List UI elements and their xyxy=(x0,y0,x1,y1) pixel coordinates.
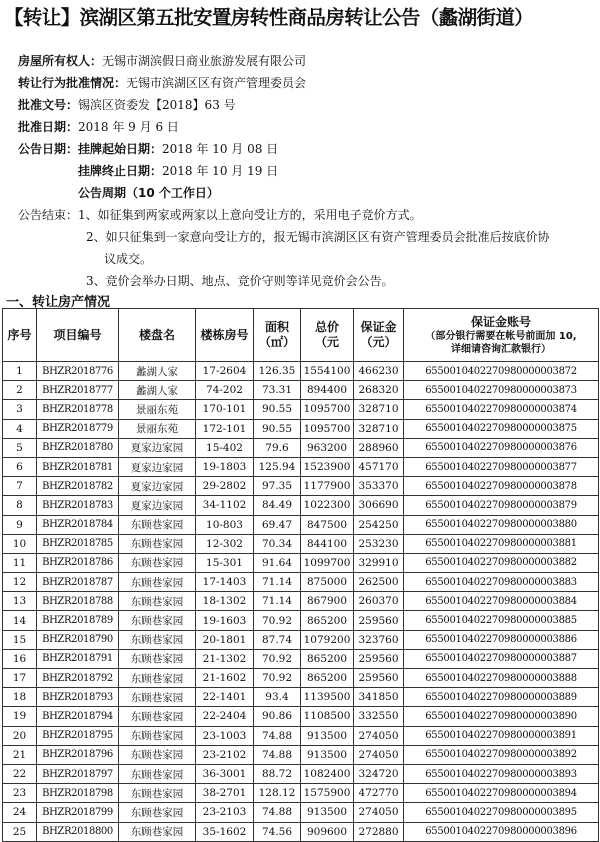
docno-line xyxy=(18,96,236,113)
cell-code: BHZR2018796 xyxy=(37,745,119,764)
property-table xyxy=(2,308,599,842)
table-row xyxy=(3,764,599,783)
cell-code: BHZR2018777 xyxy=(37,381,119,400)
cell-seq: 6 xyxy=(3,457,37,476)
cell-room: 22-1401 xyxy=(196,688,254,707)
cell-seq: 22 xyxy=(3,764,37,783)
cell-deposit: 324720 xyxy=(354,764,404,783)
cell-room: 21-1302 xyxy=(196,649,254,668)
cell-estate: 东顾巷家园 xyxy=(119,784,196,803)
cell-room: 18-1302 xyxy=(196,592,254,611)
cell-room: 15-301 xyxy=(196,553,254,572)
header-area xyxy=(254,309,301,362)
cell-room: 15-402 xyxy=(196,438,254,457)
docno-value: 锡滨区资委发【2018】63 号 xyxy=(78,98,236,112)
approval-date-label: 批准日期： xyxy=(18,120,79,134)
cell-account: 6550010402270980000003878 xyxy=(404,477,599,496)
header-seq: 序号 xyxy=(3,309,37,362)
cell-area: 74.56 xyxy=(254,822,301,841)
header-deposit-line2: （元） xyxy=(360,335,397,349)
section-title: 一、转让房产情况 xyxy=(6,295,111,310)
cell-seq: 17 xyxy=(3,669,37,688)
cell-seq: 12 xyxy=(3,573,37,592)
table-row xyxy=(3,553,599,572)
cell-code: BHZR2018787 xyxy=(37,573,119,592)
cell-account: 6550010402270980000003893 xyxy=(404,764,599,783)
cell-estate: 景丽东苑 xyxy=(119,419,196,438)
cell-account: 6550010402270980000003886 xyxy=(404,630,599,649)
cell-code: BHZR2018797 xyxy=(37,764,119,783)
table-row xyxy=(3,419,599,438)
table-row xyxy=(3,726,599,745)
cell-price: 1554100 xyxy=(301,362,354,381)
cell-seq: 11 xyxy=(3,553,37,572)
cell-price: 865200 xyxy=(301,611,354,630)
cell-deposit: 472770 xyxy=(354,784,404,803)
cell-room: 10-803 xyxy=(196,515,254,534)
cell-seq: 2 xyxy=(3,381,37,400)
cell-seq: 20 xyxy=(3,726,37,745)
cell-price: 847500 xyxy=(301,515,354,534)
table-row xyxy=(3,745,599,764)
header-estate: 楼盘名 xyxy=(119,309,196,362)
note-1: 公告结束：1、如征集到两家或两家以上意向受让方的，采用电子竞价方式。 xyxy=(18,208,422,222)
cell-seq: 14 xyxy=(3,611,37,630)
cell-estate: 东顾巷家园 xyxy=(119,611,196,630)
owner-line xyxy=(18,52,306,69)
table-row xyxy=(3,400,599,419)
header-account-line3: 详细请咨询汇款银行） xyxy=(451,343,551,355)
cell-account: 6550010402270980000003885 xyxy=(404,611,599,630)
cell-account: 6550010402270980000003881 xyxy=(404,534,599,553)
owner-value: 无锡市湖滨假日商业旅游发展有限公司 xyxy=(102,54,307,68)
header-room: 楼栋房号 xyxy=(196,309,254,362)
cell-price: 1177900 xyxy=(301,477,354,496)
listing-start-label: 挂牌起始日期： xyxy=(78,142,163,156)
cell-room: 172-101 xyxy=(196,419,254,438)
cell-estate: 景丽东苑 xyxy=(119,400,196,419)
cell-deposit: 332550 xyxy=(354,707,404,726)
cell-room: 36-3001 xyxy=(196,764,254,783)
cell-code: BHZR2018786 xyxy=(37,553,119,572)
cell-deposit: 253230 xyxy=(354,534,404,553)
cell-estate: 东顾巷家园 xyxy=(119,803,196,822)
table-row xyxy=(3,515,599,534)
cell-price: 1108500 xyxy=(301,707,354,726)
cell-price: 1523900 xyxy=(301,457,354,476)
listing-end-label: 挂牌终止日期： xyxy=(78,164,163,178)
cell-room: 17-1403 xyxy=(196,573,254,592)
cell-deposit: 259560 xyxy=(354,649,404,668)
cell-code: BHZR2018795 xyxy=(37,726,119,745)
note-2: 2、如只征集到一家意向受让方的，报无锡市滨湖区区有资产管理委员会批准后按底价协 xyxy=(86,230,550,244)
cell-price: 1575900 xyxy=(301,784,354,803)
approver-line xyxy=(18,74,306,91)
cell-deposit: 328710 xyxy=(354,400,404,419)
cell-estate: 东顾巷家园 xyxy=(119,822,196,841)
table-row xyxy=(3,381,599,400)
cell-estate: 夏家边家园 xyxy=(119,496,196,515)
table-row xyxy=(3,534,599,553)
cell-code: BHZR2018780 xyxy=(37,438,119,457)
cell-area: 71.14 xyxy=(254,573,301,592)
cell-area: 90.86 xyxy=(254,707,301,726)
table-row xyxy=(3,784,599,803)
cell-account: 6550010402270980000003889 xyxy=(404,688,599,707)
cell-account: 6550010402270980000003880 xyxy=(404,515,599,534)
table-row xyxy=(3,592,599,611)
cell-seq: 18 xyxy=(3,688,37,707)
table-row xyxy=(3,573,599,592)
cell-deposit: 259560 xyxy=(354,611,404,630)
cell-estate: 东顾巷家园 xyxy=(119,630,196,649)
cell-account: 6550010402270980000003895 xyxy=(404,803,599,822)
cell-seq: 9 xyxy=(3,515,37,534)
cell-deposit: 323760 xyxy=(354,630,404,649)
cell-code: BHZR2018794 xyxy=(37,707,119,726)
cell-deposit: 457170 xyxy=(354,457,404,476)
header-area-line1: 面积 xyxy=(264,320,289,334)
table-row xyxy=(3,477,599,496)
cell-code: BHZR2018798 xyxy=(37,784,119,803)
cell-room: 17-2604 xyxy=(196,362,254,381)
cell-price: 865200 xyxy=(301,649,354,668)
cell-deposit: 262500 xyxy=(354,573,404,592)
cell-room: 29-2802 xyxy=(196,477,254,496)
table-row xyxy=(3,822,599,841)
cell-code: BHZR2018776 xyxy=(37,362,119,381)
cell-deposit: 254250 xyxy=(354,515,404,534)
cell-seq: 4 xyxy=(3,419,37,438)
cell-price: 844100 xyxy=(301,534,354,553)
cell-estate: 蠡湖人家 xyxy=(119,381,196,400)
header-price-line2: （元 xyxy=(314,335,339,349)
cell-code: BHZR2018784 xyxy=(37,515,119,534)
cell-room: 23-2103 xyxy=(196,803,254,822)
cell-room: 20-1801 xyxy=(196,630,254,649)
cell-code: BHZR2018790 xyxy=(37,630,119,649)
cell-estate: 蠡湖人家 xyxy=(119,362,196,381)
table-row xyxy=(3,611,599,630)
period-line: 公告周期（10 个工作日） xyxy=(78,186,219,200)
cell-seq: 8 xyxy=(3,496,37,515)
cell-deposit: 274050 xyxy=(354,745,404,764)
header-deposit-line1: 保证金 xyxy=(360,320,397,334)
cell-account: 6550010402270980000003876 xyxy=(404,438,599,457)
cell-estate: 东顾巷家园 xyxy=(119,688,196,707)
table-row xyxy=(3,438,599,457)
cell-deposit: 306690 xyxy=(354,496,404,515)
cell-estate: 东顾巷家园 xyxy=(119,745,196,764)
cell-area: 125.94 xyxy=(254,457,301,476)
cell-room: 19-1803 xyxy=(196,457,254,476)
cell-seq: 23 xyxy=(3,784,37,803)
cell-area: 74.88 xyxy=(254,745,301,764)
cell-deposit: 329910 xyxy=(354,553,404,572)
cell-room: 22-2404 xyxy=(196,707,254,726)
table-row xyxy=(3,707,599,726)
cell-price: 913500 xyxy=(301,726,354,745)
cell-area: 87.74 xyxy=(254,630,301,649)
cell-code: BHZR2018800 xyxy=(37,822,119,841)
cell-seq: 1 xyxy=(3,362,37,381)
cell-price: 865200 xyxy=(301,669,354,688)
page-title: 【转让】滨湖区第五批安置房转性商品房转让公告（蠡湖街道） xyxy=(4,6,534,29)
cell-area: 70.92 xyxy=(254,669,301,688)
cell-account: 6550010402270980000003891 xyxy=(404,726,599,745)
cell-account: 6550010402270980000003883 xyxy=(404,573,599,592)
cell-estate: 夏家边家园 xyxy=(119,457,196,476)
header-account-line1: 保证金账号 xyxy=(470,314,531,329)
cell-code: BHZR2018789 xyxy=(37,611,119,630)
cell-deposit: 341850 xyxy=(354,688,404,707)
table-row xyxy=(3,496,599,515)
cell-price: 894400 xyxy=(301,381,354,400)
table-row xyxy=(3,688,599,707)
cell-room: 35-1602 xyxy=(196,822,254,841)
cell-account: 6550010402270980000003879 xyxy=(404,496,599,515)
cell-deposit: 288960 xyxy=(354,438,404,457)
cell-account: 6550010402270980000003887 xyxy=(404,649,599,668)
cell-code: BHZR2018788 xyxy=(37,592,119,611)
cell-area: 70.92 xyxy=(254,611,301,630)
header-account-line2: （部分银行需要在帐号前面加 10, xyxy=(425,330,577,342)
cell-area: 93.4 xyxy=(254,688,301,707)
cell-seq: 7 xyxy=(3,477,37,496)
cell-price: 1022300 xyxy=(301,496,354,515)
cell-code: BHZR2018785 xyxy=(37,534,119,553)
cell-seq: 15 xyxy=(3,630,37,649)
cell-estate: 东顾巷家园 xyxy=(119,707,196,726)
cell-price: 1082400 xyxy=(301,764,354,783)
cell-room: 23-1003 xyxy=(196,726,254,745)
listing-end-value: 2018 年 10 月 19 日 xyxy=(162,164,279,178)
cell-account: 6550010402270980000003894 xyxy=(404,784,599,803)
cell-area: 79.6 xyxy=(254,438,301,457)
listing-start-value: 2018 年 10 月 08 日 xyxy=(162,142,279,156)
cell-account: 6550010402270980000003874 xyxy=(404,400,599,419)
cell-area: 91.64 xyxy=(254,553,301,572)
cell-code: BHZR2018793 xyxy=(37,688,119,707)
table-body xyxy=(3,362,599,842)
cell-code: BHZR2018782 xyxy=(37,477,119,496)
cell-estate: 东顾巷家园 xyxy=(119,726,196,745)
cell-seq: 3 xyxy=(3,400,37,419)
header-account xyxy=(404,309,599,362)
cell-code: BHZR2018799 xyxy=(37,803,119,822)
cell-account: 6550010402270980000003877 xyxy=(404,457,599,476)
approver-label: 转让行为批准情况： xyxy=(18,76,127,90)
cell-code: BHZR2018778 xyxy=(37,400,119,419)
cell-deposit: 259560 xyxy=(354,669,404,688)
cell-code: BHZR2018791 xyxy=(37,649,119,668)
cell-estate: 东顾巷家园 xyxy=(119,553,196,572)
cell-area: 70.92 xyxy=(254,649,301,668)
cell-estate: 东顾巷家园 xyxy=(119,515,196,534)
header-code: 项目编号 xyxy=(37,309,119,362)
cell-code: BHZR2018779 xyxy=(37,419,119,438)
cell-deposit: 274050 xyxy=(354,726,404,745)
cell-price: 1079200 xyxy=(301,630,354,649)
cell-area: 90.55 xyxy=(254,419,301,438)
cell-area: 90.55 xyxy=(254,400,301,419)
cell-room: 74-202 xyxy=(196,381,254,400)
cell-deposit: 274050 xyxy=(354,803,404,822)
cell-room: 34-1102 xyxy=(196,496,254,515)
cell-estate: 东顾巷家园 xyxy=(119,669,196,688)
cell-account: 6550010402270980000003890 xyxy=(404,707,599,726)
cell-code: BHZR2018783 xyxy=(37,496,119,515)
cell-account: 6550010402270980000003875 xyxy=(404,419,599,438)
cell-seq: 13 xyxy=(3,592,37,611)
publish-line xyxy=(18,140,278,157)
cell-area: 71.14 xyxy=(254,592,301,611)
cell-room: 38-2701 xyxy=(196,784,254,803)
cell-seq: 24 xyxy=(3,803,37,822)
cell-seq: 10 xyxy=(3,534,37,553)
cell-room: 12-302 xyxy=(196,534,254,553)
cell-seq: 25 xyxy=(3,822,37,841)
publish-label: 公告日期： xyxy=(18,142,79,156)
docno-label: 批准文号： xyxy=(18,98,79,112)
cell-price: 875000 xyxy=(301,573,354,592)
cell-area: 74.88 xyxy=(254,803,301,822)
cell-room: 170-101 xyxy=(196,400,254,419)
table-row xyxy=(3,669,599,688)
cell-account: 6550010402270980000003884 xyxy=(404,592,599,611)
cell-seq: 16 xyxy=(3,649,37,668)
cell-account: 6550010402270980000003896 xyxy=(404,822,599,841)
cell-seq: 21 xyxy=(3,745,37,764)
cell-area: 84.49 xyxy=(254,496,301,515)
cell-code: BHZR2018781 xyxy=(37,457,119,476)
cell-estate: 东顾巷家园 xyxy=(119,592,196,611)
cell-area: 97.35 xyxy=(254,477,301,496)
cell-area: 74.88 xyxy=(254,726,301,745)
cell-price: 913500 xyxy=(301,745,354,764)
cell-price: 1095700 xyxy=(301,400,354,419)
cell-area: 128.12 xyxy=(254,784,301,803)
cell-price: 909600 xyxy=(301,822,354,841)
cell-account: 6550010402270980000003888 xyxy=(404,669,599,688)
cell-area: 88.72 xyxy=(254,764,301,783)
cell-price: 963200 xyxy=(301,438,354,457)
cell-estate: 夏家边家园 xyxy=(119,477,196,496)
cell-room: 19-1603 xyxy=(196,611,254,630)
listing-end-line xyxy=(78,162,278,179)
cell-price: 867900 xyxy=(301,592,354,611)
header-area-line2: （㎡） xyxy=(258,335,295,349)
cell-room: 23-2102 xyxy=(196,745,254,764)
cell-estate: 东顾巷家园 xyxy=(119,534,196,553)
cell-account: 6550010402270980000003882 xyxy=(404,553,599,572)
cell-price: 1099700 xyxy=(301,553,354,572)
cell-area: 69.47 xyxy=(254,515,301,534)
cell-room: 21-1602 xyxy=(196,669,254,688)
cell-deposit: 260370 xyxy=(354,592,404,611)
cell-price: 1139500 xyxy=(301,688,354,707)
cell-seq: 19 xyxy=(3,707,37,726)
header-price xyxy=(301,309,354,362)
cell-area: 126.35 xyxy=(254,362,301,381)
owner-label: 房屋所有权人： xyxy=(18,54,103,68)
cell-estate: 东顾巷家园 xyxy=(119,764,196,783)
cell-account: 6550010402270980000003892 xyxy=(404,745,599,764)
approver-value: 无锡市滨湖区区有资产管理委员会 xyxy=(126,76,307,90)
header-price-line1: 总价 xyxy=(314,320,339,334)
cell-account: 6550010402270980000003872 xyxy=(404,362,599,381)
cell-account: 6550010402270980000003873 xyxy=(404,381,599,400)
approval-date-line xyxy=(18,118,179,135)
cell-deposit: 272880 xyxy=(354,822,404,841)
cell-area: 73.31 xyxy=(254,381,301,400)
cell-deposit: 268320 xyxy=(354,381,404,400)
cell-deposit: 328710 xyxy=(354,419,404,438)
cell-estate: 夏家边家园 xyxy=(119,438,196,457)
note-3: 3、竞价会举办日期、地点、竞价守则等详见竞价会公告。 xyxy=(86,274,394,288)
table-row xyxy=(3,362,599,381)
cell-price: 1095700 xyxy=(301,419,354,438)
cell-price: 913500 xyxy=(301,803,354,822)
table-row xyxy=(3,457,599,476)
header-deposit xyxy=(354,309,404,362)
cell-code: BHZR2018792 xyxy=(37,669,119,688)
cell-deposit: 466230 xyxy=(354,362,404,381)
cell-area: 70.34 xyxy=(254,534,301,553)
cell-seq: 5 xyxy=(3,438,37,457)
cell-estate: 东顾巷家园 xyxy=(119,649,196,668)
approval-date-value: 2018 年 9 月 6 日 xyxy=(78,120,179,134)
cell-deposit: 353370 xyxy=(354,477,404,496)
table-header-row xyxy=(3,309,599,362)
table-row xyxy=(3,630,599,649)
table-row xyxy=(3,649,599,668)
cell-estate: 东顾巷家园 xyxy=(119,573,196,592)
table-row xyxy=(3,803,599,822)
note-2-continued: 议成交。 xyxy=(104,252,153,266)
